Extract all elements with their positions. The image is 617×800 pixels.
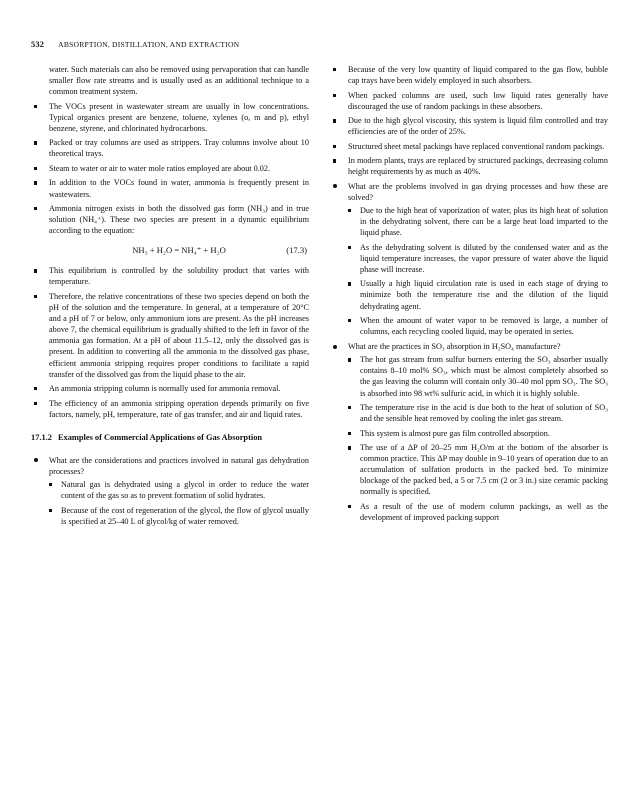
list-item: An ammonia stripping column is normally used for ammonia removal. xyxy=(31,383,309,394)
list-item: The hot gas stream from sulfur burners entering the SO₃ absorber usually contains 8–10 mol% SO₃, which must be almost completely absorbed so the gas leaving the column will contain only 30–40 mol ppm SO₃. The SO₃ is absorbed into 98 wt% sulfuric acid, in which it is highly soluble. xyxy=(348,354,608,398)
list-item: The efficiency of an ammonia stripping operation depends primarily on five factors, namely, pH, temperature, rate of gas transfer, and air and liquid rates. xyxy=(31,398,309,420)
section-title: Examples of Commercial Applications of Gas Absorption xyxy=(57,432,263,442)
list-item: Therefore, the relative concentrations of these two species depend on both the pH of the solution and the temperature. In general, at a temperature of 20°C and a pH of 7 or below, only ammonium ions are present. As the pH increases above 7, the chemical equilibrium is gradually shifted to the left in favor of the ammonia gas formation. At a pH of about 11.5–12, only the dissolved gas is present. In addition to converting all the ammonia to the dissolved gas phase, efficient ammonia stripping requires proper conditions to facilitate a rapid transfer of the dissolved gas from the liquid phase to the air. xyxy=(31,291,309,380)
list-item: The VOCs present in wastewater stream are usually in low concentrations. Typical organics present are benzene, toluene, xylenes (o, m and p), ethyl benzene, styrene, and chlorinated hydrocarbons. xyxy=(31,101,309,134)
list-item: Due to the high heat of vaporization of water, plus its high heat of solution in the dehydrating solvent, there can be a large heat load imparted to the liquid phase. xyxy=(348,205,608,238)
list-item: The use of a ΔP of 20–25 mm H₂O/m at the bottom of the absorber is common practice. This ΔP may double in 9–10 years of operation due to an accumulation of sulfation products in the packed bed. To minimize blockage of the packed bed, a 5 or 7.5 cm (2 or 3 in.) size ceramic packing normally is specified. xyxy=(348,442,608,497)
list-item: Natural gas is dehydrated using a glycol in order to reduce the water content of the gas so as to prevent formation of solid hydrates. xyxy=(49,479,309,501)
list-item: Due to the high glycol viscosity, this system is liquid film controlled and tray efficiencies are of the order of 25%. xyxy=(330,115,608,137)
bullet-list-voc xyxy=(31,101,309,237)
left-column xyxy=(31,64,309,531)
page-number: 532 xyxy=(31,40,45,49)
list-item: The temperature rise in the acid is due both to the heat of solution of SO₃ and the sensible heat removed by cooling the inlet gas stream. xyxy=(348,402,608,424)
intro-continuation: water. Such materials can also be removed using pervaporation that can handle smaller flow rate streams and is usually used as an additional technique to a common treatment system. xyxy=(49,65,309,97)
section-heading xyxy=(31,432,309,443)
list-item: Because of the very low quantity of liquid compared to the gas flow, bubble cap trays have been widely employed in such absorbers. xyxy=(330,64,608,86)
question-item xyxy=(31,455,309,527)
section-number: 17.1.2 xyxy=(31,432,52,442)
list-item: Structured sheet metal packings have replaced conventional random packings. xyxy=(330,141,608,152)
bullet-list-glycol xyxy=(330,64,608,177)
running-title: ABSORPTION, DISTILLATION, AND EXTRACTION xyxy=(58,40,240,49)
answer-list xyxy=(49,479,309,527)
list-item: In modern plants, trays are replaced by structured packings, decreasing column height requirements by as much as 40%. xyxy=(330,155,608,177)
question-item xyxy=(330,341,608,523)
list-item: Steam to water or air to water mole ratios employed are about 0.02. xyxy=(31,163,309,174)
list-item: As a result of the use of modern column packings, as well as the development of improved packing support xyxy=(348,501,608,523)
list-item: Packed or tray columns are used as strippers. Tray columns involve about 10 theoretical trays. xyxy=(31,137,309,159)
question-text: What are the practices in SO₃ absorption in H₂SO₄ manufacture? xyxy=(348,342,561,352)
equation-17-3 xyxy=(49,245,309,256)
list-item: This equilibrium is controlled by the solubility product that varies with temperature. xyxy=(31,265,309,287)
list-item: Usually a high liquid circulation rate is used in each stage of drying to minimize both the temperature rise and the dilution of the liquid dehydrating agent. xyxy=(348,278,608,311)
question-list-right xyxy=(330,181,608,523)
list-item: When packed columns are used, such low liquid rates generally have discouraged the use of random packings in these absorbers. xyxy=(330,90,608,112)
list-item: Because of the cost of regeneration of the glycol, the flow of glycol usually is specified at 25–40 L of glycol/kg of water removed. xyxy=(49,505,309,527)
right-column xyxy=(330,64,608,527)
question-list-left xyxy=(31,455,309,527)
bullet-list-ammonia xyxy=(31,265,309,419)
question-text: What are the considerations and practices involved in natural gas dehydration processes? xyxy=(49,455,309,476)
answer-list xyxy=(348,205,608,337)
question-text: What are the problems involved in gas drying processes and how these are solved? xyxy=(348,181,608,202)
equation-text: NH₃ + H₂O = NH₄⁺ + H₂O xyxy=(132,245,226,256)
list-item: In addition to the VOCs found in water, ammonia is frequently present in wastewaters. xyxy=(31,177,309,199)
question-item xyxy=(330,181,608,337)
list-item: When the amount of water vapor to be removed is large, a number of columns, each recycling cooled liquid, may be operated in series. xyxy=(348,315,608,337)
answer-list xyxy=(348,354,608,523)
list-item: This system is almost pure gas film controlled absorption. xyxy=(348,428,608,439)
page-header xyxy=(31,40,591,49)
equation-number: (17.3) xyxy=(286,245,307,256)
list-item: As the dehydrating solvent is diluted by the condensed water and as the liquid temperature increases, the vapor pressure of water above the liquid phase will increase. xyxy=(348,242,608,275)
list-item: Ammonia nitrogen exists in both the dissolved gas form (NH₃) and in true solution (NH₄⁺). These two species are present in a dynamic equilibrium according to the equation: xyxy=(31,203,309,236)
